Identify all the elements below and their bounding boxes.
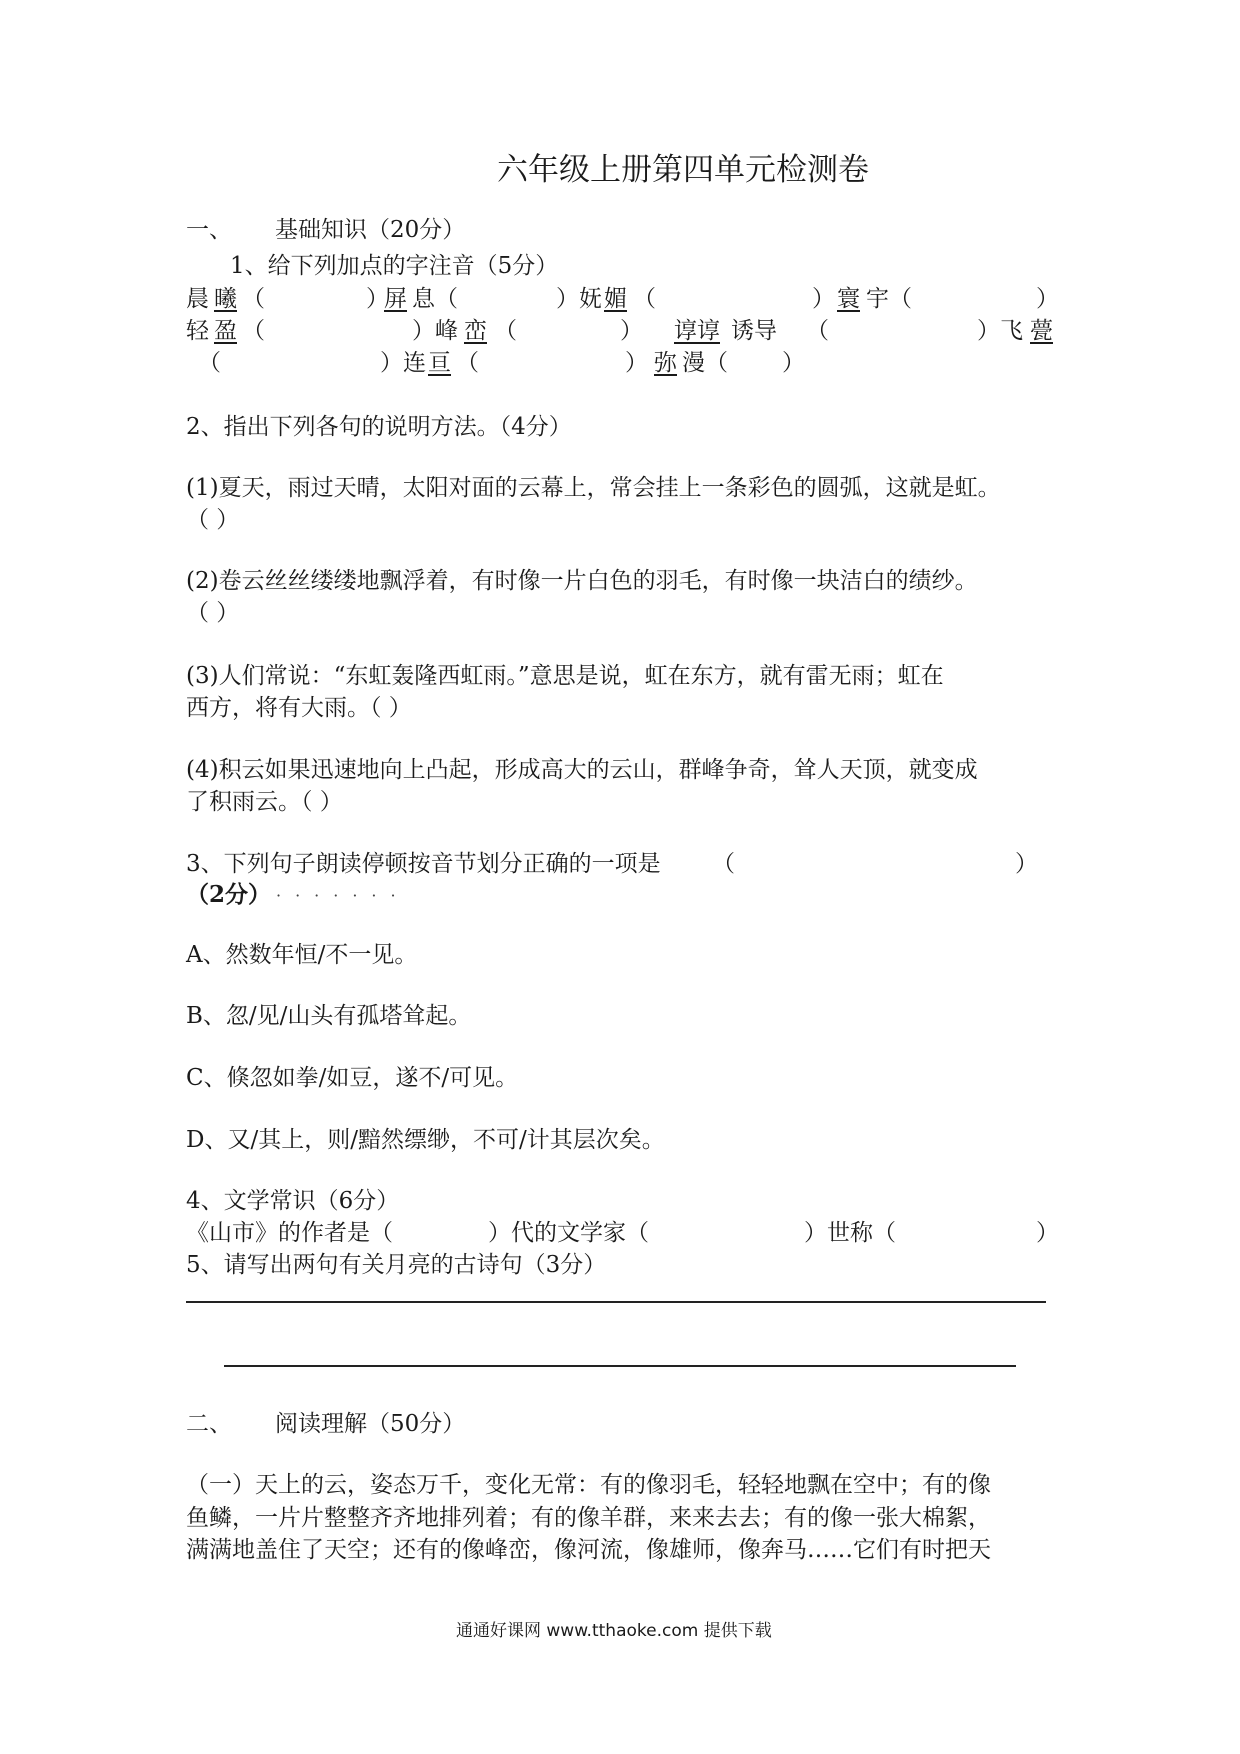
answer-line [186,1301,1046,1303]
q1-paren: ） [620,318,643,344]
q3-label: 3、下列句子朗读停顿按音节划分正确的一项是 [186,851,661,877]
page-title: 六年级上册第四单元检测卷 [497,152,869,188]
q3-paren: （ [712,851,735,877]
q3-option-c: C、倏忽如拳/如豆，遂不/可见。 [186,1065,519,1091]
q1-word-prefix: ）飞 [977,318,1023,344]
q1-target-char: 曦 [214,286,237,312]
q4-paren: ） [1036,1220,1059,1246]
q1-paren: ） [782,350,805,376]
q1-target-char: 甍 [1030,318,1053,344]
section2-number: 二、 [186,1411,232,1437]
q2-sentence4-cont: 了积雨云。（ ） [186,789,343,815]
q3-score: （2分） [186,881,272,908]
q1-paren: （ [494,318,517,344]
q1-word-suffix: 漫（ [682,350,728,376]
q1-paren: （ [456,350,479,376]
q1-paren: ） [1036,286,1059,312]
q1-word-suffix: 息（ [412,286,458,312]
q1-target-char: 亘 [428,350,451,376]
q1-target-char: 寰 [837,286,860,312]
passage-line: 鱼鳞，一片片整整齐齐地排列着；有的像羊群，来来去去；有的像一张大棉絮， [186,1505,991,1531]
q1-word-suffix: 诱导 [731,318,777,344]
q1-paren: （ [242,286,265,312]
q1-paren: ） [625,350,648,376]
answer-line [224,1365,1016,1367]
q2-label: 2、指出下列各句的说明方法。（4分） [186,414,572,440]
q3-option-b: B、忽/见/山头有孤塔耸起。 [186,1003,472,1029]
q2-sentence1: (1)夏天，雨过天晴，太阳对面的云幕上，常会挂上一条彩色的圆弧，这就是虹。 [186,475,1001,501]
q4-dynasty-prompt: ）代的文学家（ [488,1220,649,1246]
section1-number: 一、 [186,217,232,243]
q3-option-d: D、又/其上，则/黯然缥缈，不可/计其层次矣。 [186,1127,665,1153]
q1-target-char: 媚 [604,286,627,312]
q1-target-char: 峦 [464,318,487,344]
q4-title-prompt: ）世称（ [804,1220,896,1246]
q4-author-prompt: 《山市》的作者是（ [186,1220,393,1246]
emphasis-dots: ······· [276,886,410,905]
q1-target-char: 弥 [654,350,677,376]
q1-label: 1、给下列加点的字注音（5分） [230,253,559,279]
passage-line: 满满地盖住了天空；还有的像峰峦，像河流，像雄师，像奔马……它们有时把天 [186,1537,991,1563]
q1-paren: （ [198,350,221,376]
footer-source: 通通好课网 www.tthaoke.com 提供下载 [456,1621,772,1641]
q2-sentence3-cont: 西方，将有大雨。（ ） [186,695,412,721]
q1-word-prefix: 晨 [186,286,209,312]
passage-line: （一）天上的云，姿态万千，变化无常：有的像羽毛，轻轻地飘在空中；有的像 [186,1472,991,1498]
q2-sentence3: (3)人们常说：“东虹轰隆西虹雨。”意思是说，虹在东方，就有雷无雨；虹在 [186,663,944,689]
q1-word-prefix: ）峰 [412,318,458,344]
q2-sentence2: (2)卷云丝丝缕缕地飘浮着，有时像一片白色的羽毛，有时像一块洁白的绩纱。 [186,568,978,594]
q2-sentence4: (4)积云如果迅速地向上凸起，形成高大的云山，群峰争奇，耸人天顶，就变成 [186,757,978,783]
section1-heading: 基础知识（20分） [275,217,466,243]
q3-paren: ） [1015,851,1038,877]
q1-target-char: 谆谆 [674,318,720,344]
q1-target-char: 盈 [214,318,237,344]
q4-label: 4、文学常识（6分） [186,1188,400,1214]
q1-word-suffix: 宇（ [866,286,912,312]
q1-word-prefix: ）妩 [556,286,602,312]
q1-paren: （ [242,318,265,344]
q1-word-prefix: ）连 [380,350,426,376]
q1-target-char: 屏 [384,286,407,312]
q1-paren: ） [366,286,389,312]
q1-paren: （ [806,318,829,344]
q2-answer1: （ ） [186,507,240,533]
q1-word-prefix: 轻 [186,318,209,344]
q1-paren: （ [633,286,656,312]
section2-heading: 阅读理解（50分） [275,1411,466,1437]
q3-option-a: A、然数年恒/不一见。 [186,942,418,968]
q1-paren: ） [812,286,835,312]
q5-label: 5、请写出两句有关月亮的古诗句（3分） [186,1252,607,1278]
q2-answer2: （ ） [186,600,240,626]
